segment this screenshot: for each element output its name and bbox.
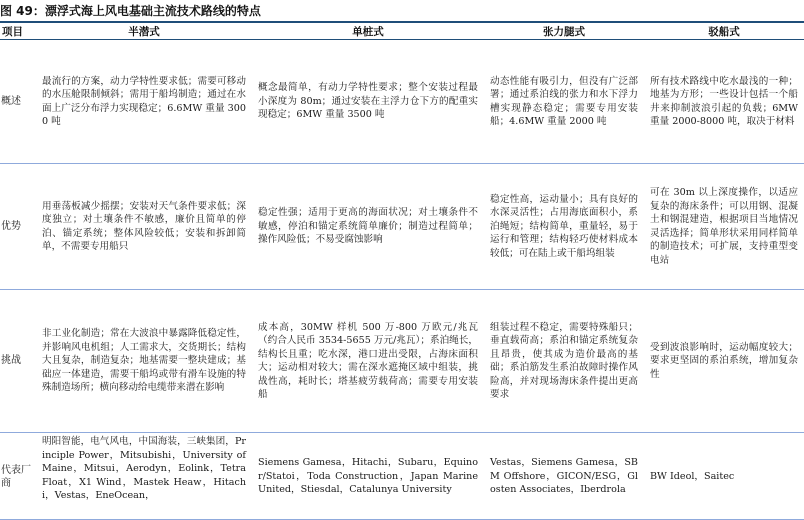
header-tension-leg: 张力腿式 <box>484 22 644 40</box>
cell-vendors-tension-leg: Vestas，Siemens Gamesa，SBM Offshore，GICON/ESG，Glosten Associates，Iberdrola <box>484 433 644 520</box>
cell-advantages-spar: 稳定性强；适用于更高的海面状况；对土壤条件不敏感，停泊和锚定系统简单廉价；制造过程简单；操作风险低；不易受腐蚀影响 <box>252 164 484 290</box>
header-spar: 单桩式 <box>252 22 484 40</box>
header-row <box>0 22 804 40</box>
table-row-challenges <box>0 290 804 433</box>
cell-vendors-semi-submersible: 明阳智能，电气风电，中国海装，三峡集团，Principle Power，Mitsubishi，University of Maine，Mitsui，Aerodyn，Eolink，Tetra Float，X1 Wind，Mastek Heaw，Hitachi，Vestas，EneOcean， <box>36 433 252 520</box>
table-row-vendors <box>0 433 804 520</box>
table-row-overview <box>0 40 804 164</box>
row-label-overview: 概述 <box>0 40 36 164</box>
cell-advantages-semi-submersible: 用垂荡板减少摇摆；安装对天气条件要求低；深度独立；对土壤条件不敏感，廉价且简单的停泊、锚定系统；整体风险较低；安装和拆卸简单，不需要专用船只 <box>36 164 252 290</box>
header-item: 项目 <box>0 22 36 40</box>
header-barge: 驳船式 <box>644 22 804 40</box>
cell-vendors-spar: Siemens Gamesa，Hitachi，Subaru，Equinor/Statoi，Toda Construction，Japan Marine United，Stiesdal，Catalunya University <box>252 433 484 520</box>
comparison-table <box>0 21 804 520</box>
cell-overview-semi-submersible: 最流行的方案，动力学特性要求低；需要可移动的水压舱限制倾斜；需用于船坞制造；通过在水面上广泛分布浮力实现稳定；6.6MW 重量 3000 吨 <box>36 40 252 164</box>
cell-challenges-semi-submersible: 非工业化制造；常在大波浪中暴露降低稳定性，并影响风电机组；人工需求大，交货期长；结构大且复杂，制造复杂；地基需要一整块建成；基础应一体建造，需要干船坞或带有滑车设施的特殊制造场所；横向移动给电缆带来潜在影响 <box>36 290 252 433</box>
cell-challenges-tension-leg: 组装过程不稳定，需要特殊船只；垂直载荷高；系泊和锚定系统复杂且昂贵，使其成为造价最高的基础；系泊筋发生系泊故障时操作风险高，并对现场海床条件提出更高要求 <box>484 290 644 433</box>
row-label-advantages: 优势 <box>0 164 36 290</box>
table-row-advantages <box>0 164 804 290</box>
cell-advantages-tension-leg: 稳定性高，运动量小；具有良好的水深灵活性；占用海底面积小，系泊绳短；结构简单，重量轻，易于运行和管理；结构轻巧使材料成本较低；可在陆上或干船坞组装 <box>484 164 644 290</box>
cell-vendors-barge: BW Ideol，Saitec <box>644 433 804 520</box>
header-semi-submersible: 半潜式 <box>36 22 252 40</box>
table-header <box>0 22 804 40</box>
cell-overview-barge: 所有技术路线中吃水最浅的一种；地基为方形；一些设计包括一个船井来抑制波浪引起的负载；6MW 重量 2000-8000 吨，取决于材料 <box>644 40 804 164</box>
cell-challenges-spar: 成本高，30MW 样机 500 万-800 万欧元/兆瓦（约合人民币 3534-5655 万元/兆瓦）；系泊绳长，结构长且重；吃水深，港口进出受限，占海床面积大；运动相对较大；需在深水遮掩区域中组装，挑战性高，耗时长；塔基疲劳载荷高；需要专用安装船 <box>252 290 484 433</box>
figure-title: 图 49：漂浮式海上风电基础主流技术路线的特点 <box>0 4 261 18</box>
cell-overview-spar: 概念最简单，有动力学特性要求；整个安装过程最小深度为 80m；通过安装在主浮力仓下方的配重实现稳定；6MW 重量 3500 吨 <box>252 40 484 164</box>
row-label-challenges: 挑战 <box>0 290 36 433</box>
row-label-vendors: 代表厂商 <box>0 433 36 520</box>
cell-overview-tension-leg: 动态性能有吸引力，但没有广泛部署；通过系泊线的张力和水下浮力槽实现静态稳定；需要专用安装船；4.6MW 重量 2000 吨 <box>484 40 644 164</box>
cell-advantages-barge: 可在 30m 以上深度操作，以适应复杂的海床条件；可以用钢、混凝土和钢混建造，根据项目当地情况灵活选择；简单形状采用同样简单的制造技术；可扩展，支持重型变电站 <box>644 164 804 290</box>
cell-challenges-barge: 受到波浪影响时，运动幅度较大；要求更坚固的系泊系统，增加复杂性 <box>644 290 804 433</box>
